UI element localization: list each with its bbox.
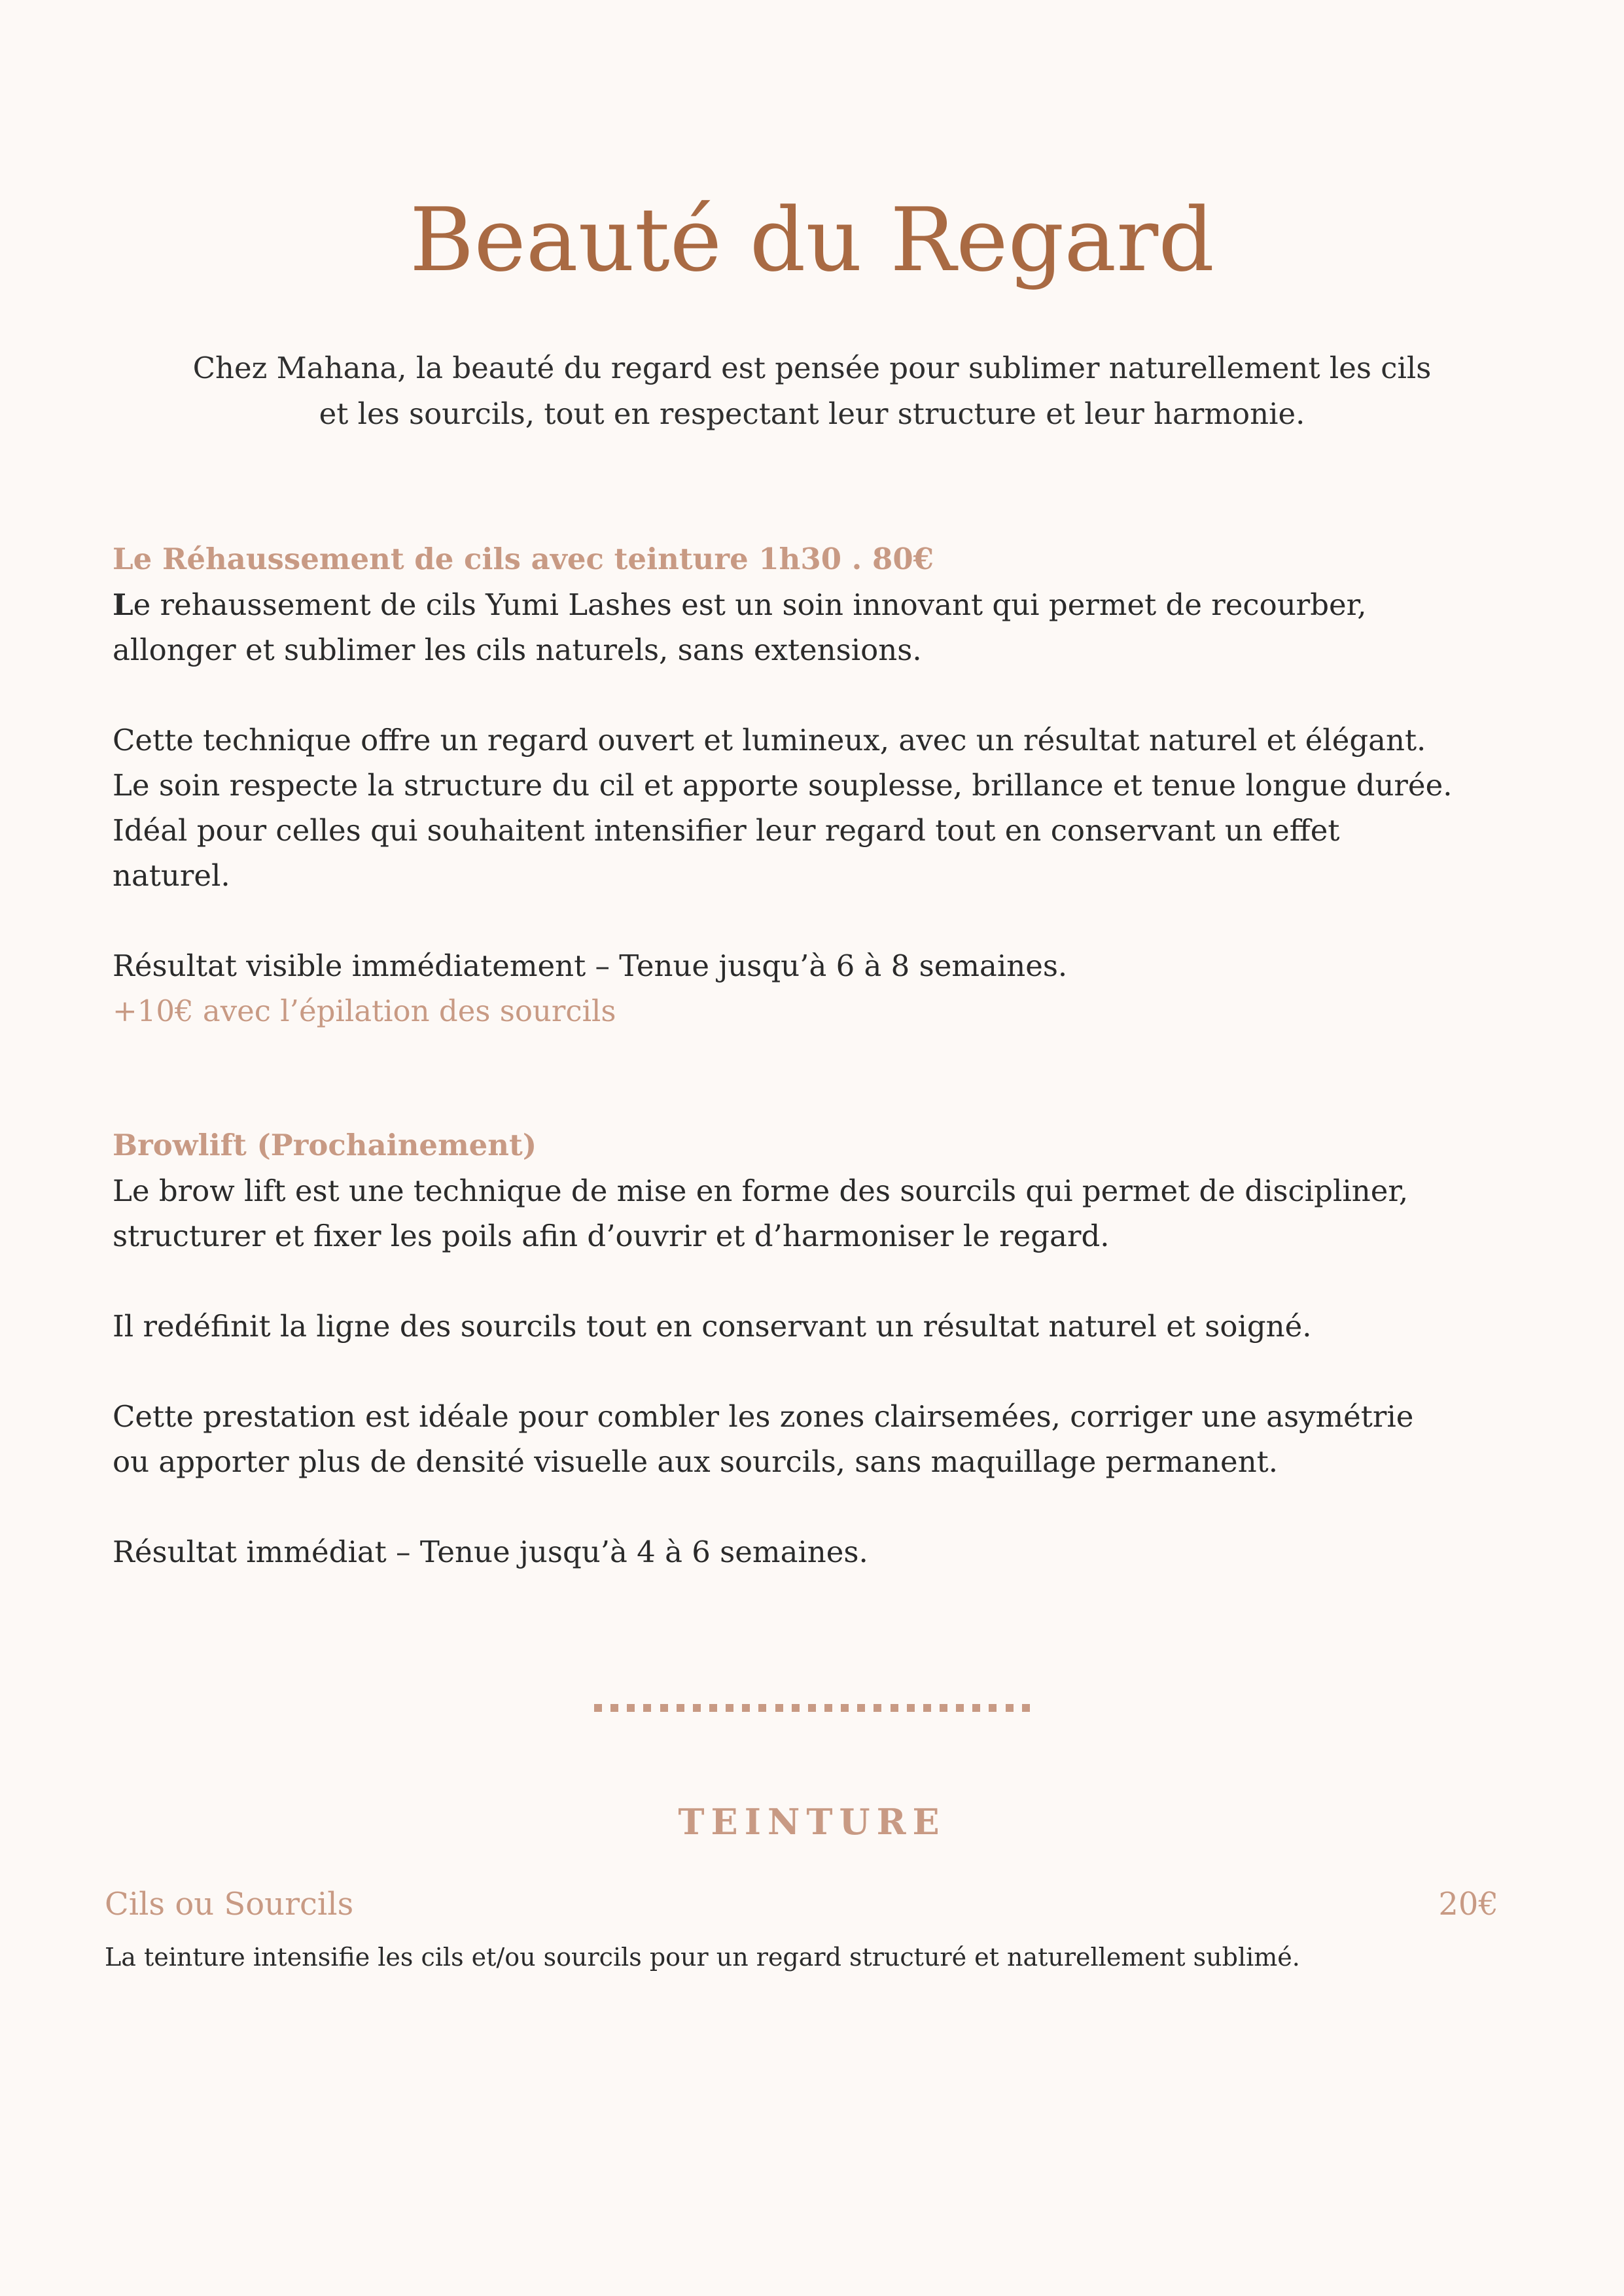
divider-dot [660,1704,668,1712]
section-heading-teinture: TEINTURE [678,1801,946,1843]
divider-dot [643,1704,651,1712]
divider-dot [742,1704,750,1712]
paragraph-line: Idéal pour celles qui souhaitent intensifier leur regard tout en conservant un effet [113,813,1340,848]
divider-dot [627,1704,635,1712]
divider-dot [677,1704,684,1712]
service-paragraph [113,1394,1552,1484]
divider-dot [841,1704,849,1712]
divider-dot [940,1704,947,1712]
paragraph-line: Cette prestation est idéale pour combler les zones clairsemées, corriger une asymétrie [113,1399,1414,1434]
divider-dot [923,1704,931,1712]
service-paragraph: Il redéfinit la ligne des sourcils tout en conservant un résultat naturel et soigné. [113,1309,1312,1344]
divider-dot [808,1704,816,1712]
service-paragraph [113,582,1552,672]
divider-dot [758,1704,766,1712]
service-title: Le Réhaussement de cils avec teinture 1h30 . 80€ [113,542,934,576]
paragraph-line: Le brow lift est une technique de mise en forme des sourcils qui permet de discipliner, [113,1174,1409,1208]
divider-dot [857,1704,865,1712]
service-paragraph [113,1168,1552,1259]
paragraph-line [113,582,1552,627]
item-name: Cils ou Sourcils [105,1886,354,1922]
divider-dot [693,1704,701,1712]
divider-dot [726,1704,733,1712]
service-rehaussement [113,536,1552,1034]
item-description: La teinture intensifie les cils et/ou sourcils pour un regard structuré et naturellement sublimé. [105,1943,1300,1972]
price-row [105,1883,1498,1926]
divider-dot [1022,1704,1030,1712]
divider-dot [775,1704,783,1712]
service-title: Browlift (Prochainement) [113,1128,537,1162]
divider-dot [824,1704,832,1712]
dotted-divider [594,1704,1030,1713]
result-duration: Résultat immédiat – Tenue jusqu’à 4 à 6 semaines. [113,1535,868,1569]
service-browlift [113,1122,1552,1574]
paragraph-line: Cette technique offre un regard ouvert et lumineux, avec un résultat naturel et élégant. [113,723,1426,757]
paragraph-line: Le soin respecte la structure du cil et apporte souplesse, brillance et tenue longue durée. [113,768,1453,803]
divider-dot [874,1704,881,1712]
divider-dot [610,1704,618,1712]
paragraph-line: allonger et sublimer les cils naturels, sans extensions. [113,633,922,667]
drop-letter: L [113,587,133,622]
addon-note: +10€ avec l’épilation des sourcils [113,994,616,1028]
divider-dot [891,1704,898,1712]
divider-dot [972,1704,980,1712]
intro-line: et les sourcils, tout en respectant leur structure et leur harmonie. [319,396,1305,431]
intro-line: Chez Mahana, la beauté du regard est pensée pour sublimer naturellement les cils [192,351,1432,385]
service-paragraph [113,718,1552,898]
paragraph-line: structurer et fixer les poils afin d’ouvrir et d’harmoniser le regard. [113,1219,1110,1253]
divider-dot [1006,1704,1014,1712]
item-price: 20€ [1438,1886,1498,1922]
divider-dot [956,1704,964,1712]
divider-dot [792,1704,800,1712]
intro-text [0,345,1624,437]
page-title: Beauté du Regard [409,189,1215,291]
paragraph-line: naturel. [113,858,230,893]
divider-dot [594,1704,602,1712]
paragraph-text: e rehaussement de cils Yumi Lashes est un soin innovant qui permet de recourber, [133,587,1367,622]
result-duration: Résultat visible immédiatement – Tenue jusqu’à 6 à 8 semaines. [113,948,1068,983]
divider-dot [907,1704,915,1712]
divider-dot [989,1704,997,1712]
divider-dot [709,1704,717,1712]
paragraph-line: ou apporter plus de densité visuelle aux sourcils, sans maquillage permanent. [113,1444,1279,1479]
